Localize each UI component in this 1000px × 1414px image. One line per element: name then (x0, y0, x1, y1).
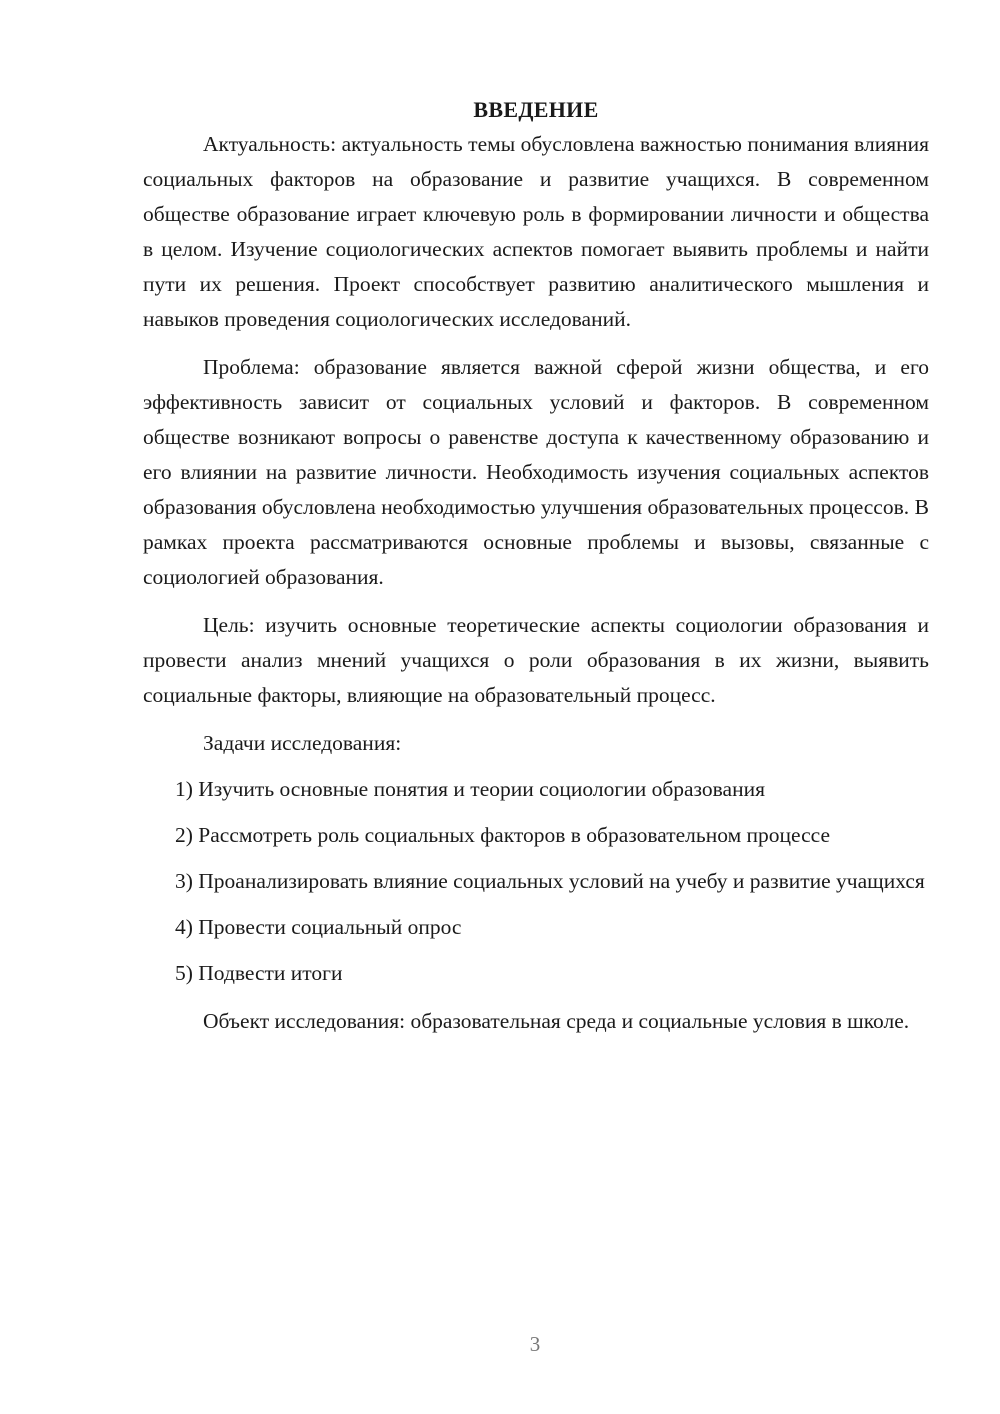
task-item-3: 3) Проанализировать влияние социальных условий на учебу и развитие учащихся (175, 869, 925, 893)
page-title: ВВЕДЕНИЕ (473, 97, 599, 122)
goal-paragraph: Цель: изучить основные теоретические аспекты социологии образования и провести анализ мнений учащихся о роли образования в их жизни, выявить социальные факторы, влияющие на образовательный процесс. (143, 613, 929, 707)
page-number: 3 (529, 1332, 541, 1356)
task-item-1: 1) Изучить основные понятия и теории социологии образования (175, 777, 765, 801)
page-content (143, 92, 929, 1039)
object-paragraph: Объект исследования: образовательная среда и социальные условия в школе. (203, 1009, 910, 1033)
problem-paragraph: Проблема: образование является важной сферой жизни общества, и его эффективность зависит от социальных условий и факторов. В современном обществе возникают вопросы о равенстве доступа к качественному образованию и его влиянии на развитие личности. Необходимость изучения социальных аспектов образования обусловлена необходимостью улучшения образовательных процессов. В рамках проекта рассматриваются основные проблемы и вызовы, связанные с социологией образования. (143, 355, 929, 589)
task-item-4: 4) Провести социальный опрос (175, 915, 462, 939)
task-item-5: 5) Подвести итоги (175, 961, 343, 985)
task-item-2: 2) Рассмотреть роль социальных факторов в образовательном процессе (175, 823, 831, 847)
relevance-paragraph: Актуальность: актуальность темы обусловлена важностью понимания влияния социальных факторов на образование и развитие учащихся. В современном обществе образование играет ключевую роль в формировании личности и общества в целом. Изучение социологических аспектов помогает выявить проблемы и найти пути их решения. Проект способствует развитию аналитического мышления и навыков проведения социологических исследований. (143, 132, 929, 331)
tasks-heading: Задачи исследования: (203, 731, 402, 755)
